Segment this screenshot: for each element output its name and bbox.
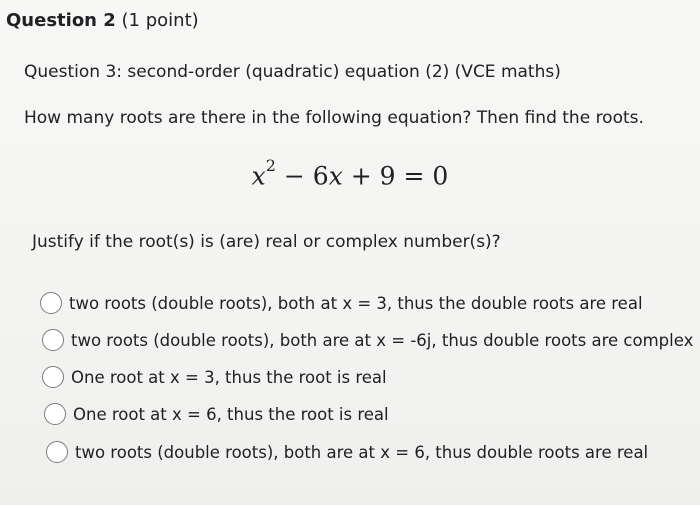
radio-button[interactable] bbox=[42, 366, 64, 388]
answer-option-1[interactable] bbox=[40, 292, 643, 314]
answer-option-label: two roots (double roots), both are at x = 6, thus double roots are real bbox=[75, 442, 649, 462]
equation-exponent: 2 bbox=[265, 156, 276, 175]
question-points: (1 point) bbox=[121, 10, 199, 31]
equation-tail: + 9 = 0 bbox=[342, 161, 449, 191]
equation-variable-2: x bbox=[328, 161, 343, 191]
question-header bbox=[6, 10, 199, 31]
question-number: Question 2 bbox=[6, 10, 116, 31]
question-prompt: How many roots are there in the following equation? Then find the roots. bbox=[24, 108, 644, 128]
answer-option-label: One root at x = 3, thus the root is real bbox=[71, 367, 387, 387]
answer-option-label: two roots (double roots), both at x = 3, thus the double roots are real bbox=[69, 293, 643, 313]
answer-option-2[interactable] bbox=[42, 329, 693, 351]
quadratic-equation bbox=[0, 156, 700, 191]
answer-option-label: two roots (double roots), both are at x = -6j, thus double roots are complex bbox=[71, 330, 694, 350]
answer-option-4[interactable] bbox=[44, 403, 389, 425]
answer-option-label: One root at x = 6, thus the root is real bbox=[73, 404, 389, 424]
answer-option-3[interactable] bbox=[42, 366, 387, 388]
radio-button[interactable] bbox=[40, 292, 62, 314]
radio-button[interactable] bbox=[44, 403, 66, 425]
justify-prompt: Justify if the root(s) is (are) real or complex number(s)? bbox=[32, 232, 501, 252]
answer-option-5[interactable] bbox=[46, 441, 648, 463]
question-subtitle: Question 3: second-order (quadratic) equation (2) (VCE maths) bbox=[24, 62, 561, 82]
radio-button[interactable] bbox=[42, 329, 64, 351]
equation-variable: x bbox=[251, 161, 266, 191]
equation-middle: − 6 bbox=[275, 161, 329, 191]
radio-button[interactable] bbox=[46, 441, 68, 463]
